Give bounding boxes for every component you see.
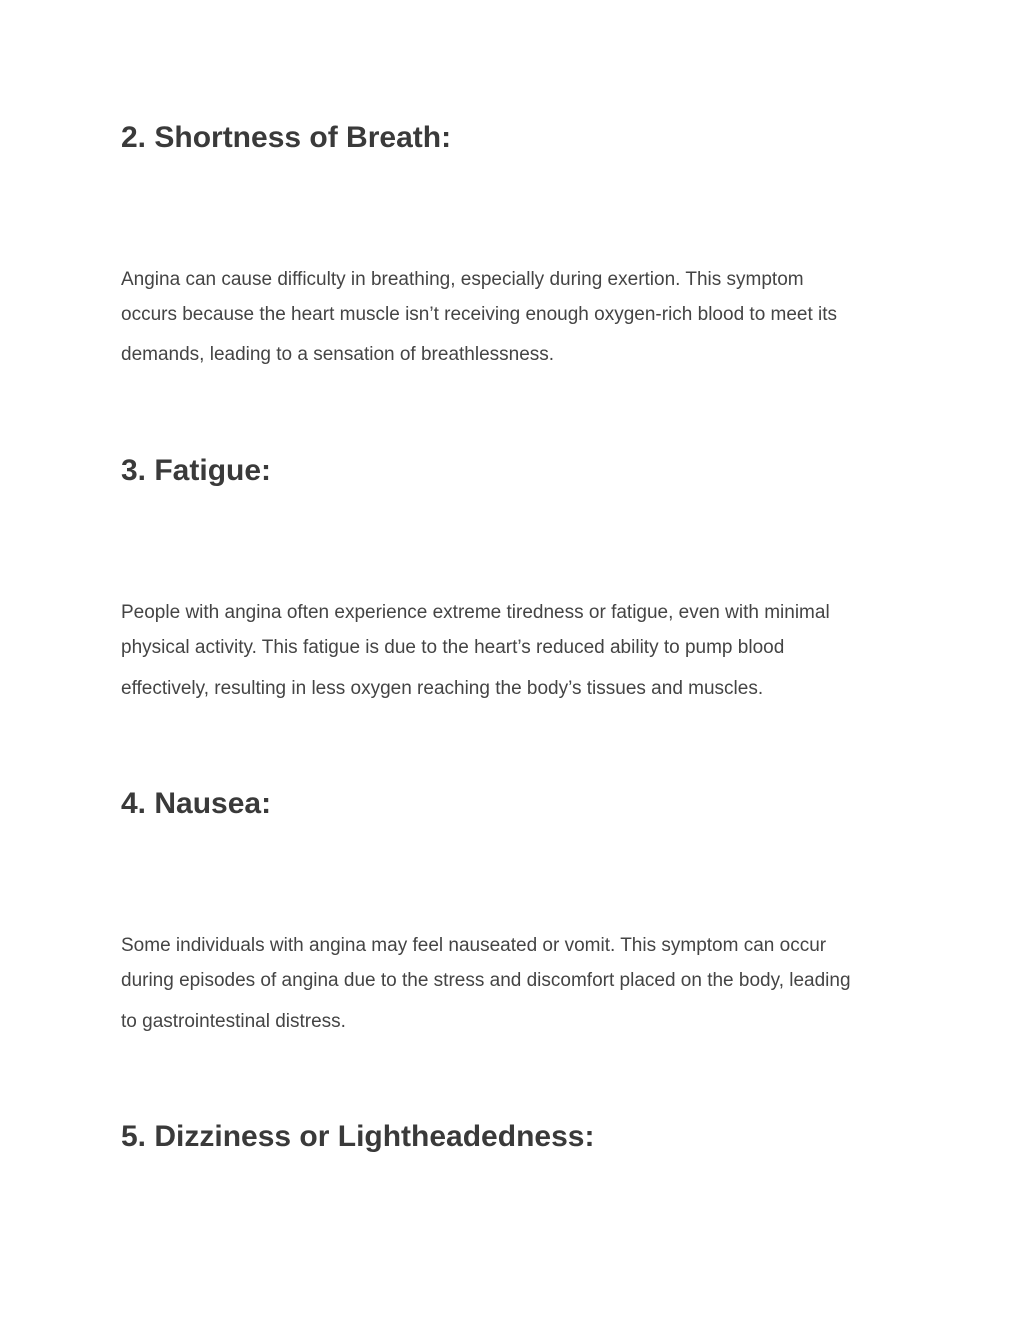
paragraph-line: occurs because the heart muscle isn’t receiving enough oxygen-rich blood to meet its — [121, 304, 838, 325]
section-heading-dizziness: 5. Dizziness or Lightheadedness: — [121, 1120, 595, 1153]
paragraph-line: Angina can cause difficulty in breathing, especially during exertion. This symptom — [121, 269, 804, 290]
paragraph-line: to gastrointestinal distress. — [121, 1011, 346, 1032]
paragraph-line: physical activity. This fatigue is due to the heart’s reduced ability to pump blood — [121, 637, 785, 658]
paragraph-line: Some individuals with angina may feel nauseated or vomit. This symptom can occur — [121, 935, 827, 956]
section-heading-shortness-of-breath: 2. Shortness of Breath: — [121, 121, 452, 154]
paragraph-line: demands, leading to a sensation of breathlessness. — [121, 344, 555, 365]
section-heading-nausea: 4. Nausea: — [121, 787, 272, 820]
paragraph-line: effectively, resulting in less oxygen reaching the body’s tissues and muscles. — [121, 678, 764, 699]
paragraph-line: People with angina often experience extreme tiredness or fatigue, even with minimal — [121, 602, 830, 623]
paragraph-line: during episodes of angina due to the stress and discomfort placed on the body, leading — [121, 970, 851, 991]
section-heading-fatigue: 3. Fatigue: — [121, 454, 272, 487]
